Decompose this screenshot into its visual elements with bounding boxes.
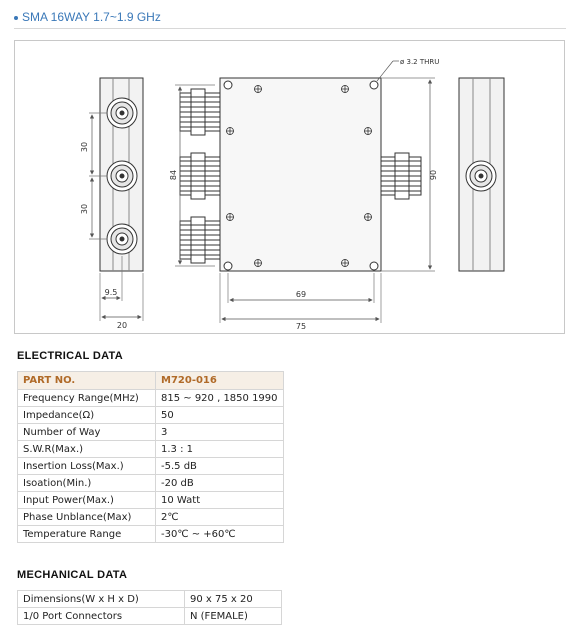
mechanical-data-table	[17, 590, 282, 625]
row-value: 1.3 : 1	[156, 441, 284, 458]
connector-front-3	[107, 224, 137, 254]
row-label: Temperature Range	[18, 526, 156, 543]
title-divider	[14, 28, 566, 29]
table-row	[18, 407, 284, 424]
page-title	[14, 10, 161, 24]
electrical-data-table	[17, 371, 284, 543]
bullet-icon	[14, 16, 18, 20]
row-value: 90 x 75 x 20	[185, 591, 282, 608]
dim-inner-width-label: 69	[295, 290, 307, 299]
row-value: 50	[156, 407, 284, 424]
side-view-left	[89, 78, 143, 321]
row-label: Frequency Range(MHz)	[18, 390, 156, 407]
row-label: Dimensions(W x H x D)	[18, 591, 185, 608]
row-label: 1/0 Port Connectors	[18, 608, 185, 625]
mount-hole	[370, 81, 378, 89]
dim-height-84-label: 84	[169, 169, 178, 181]
row-value: 815 ~ 920 , 1850 1990	[156, 390, 284, 407]
row-label: Impedance(Ω)	[18, 407, 156, 424]
row-label: Insertion Loss(Max.)	[18, 458, 156, 475]
table-row	[18, 608, 282, 625]
row-value: 2℃	[156, 509, 284, 526]
table-row	[18, 458, 284, 475]
dim-pitch-1-label: 30	[80, 141, 89, 153]
mechanical-data-heading: MECHANICAL DATA	[17, 569, 128, 581]
connector-side-1	[180, 89, 220, 135]
table-row	[18, 424, 284, 441]
row-value: 3	[156, 424, 284, 441]
connector-side-2	[180, 153, 220, 199]
table-row	[18, 475, 284, 492]
row-value: N (FEMALE)	[185, 608, 282, 625]
table-row	[18, 509, 284, 526]
row-label: Isoation(Min.)	[18, 475, 156, 492]
table-header-row	[18, 372, 284, 390]
row-label: Number of Way	[18, 424, 156, 441]
connector-side-3	[180, 217, 220, 263]
part-no-label: PART NO.	[18, 372, 156, 390]
table-row	[18, 492, 284, 509]
table-row	[18, 591, 282, 608]
connector-front-2	[107, 161, 137, 191]
row-label: Input Power(Max.)	[18, 492, 156, 509]
dim-side-width-label: 20	[116, 321, 128, 330]
dim-pitch-2-label: 30	[80, 203, 89, 215]
technical-drawing	[14, 40, 565, 334]
connector-side-output	[381, 153, 421, 199]
front-view	[175, 61, 435, 323]
row-label: Phase Unblance(Max)	[18, 509, 156, 526]
part-no-value: M720-016	[156, 372, 284, 390]
mount-hole	[224, 262, 232, 270]
row-value: -5.5 dB	[156, 458, 284, 475]
table-row	[18, 526, 284, 543]
hole-callout-label: ø 3.2 THRU	[400, 58, 440, 66]
drawing-svg	[15, 41, 566, 335]
page-title-text: SMA 16WAY 1.7~1.9 GHz	[22, 10, 161, 24]
row-value: -30℃ ~ +60℃	[156, 526, 284, 543]
mount-hole	[224, 81, 232, 89]
side-view-right	[459, 78, 504, 271]
dim-height-90-label: 90	[429, 169, 438, 181]
row-value: -20 dB	[156, 475, 284, 492]
dim-offset-label: 9.5	[104, 288, 118, 297]
row-label: S.W.R(Max.)	[18, 441, 156, 458]
dim-width-label: 75	[295, 322, 307, 331]
connector-front-1	[107, 98, 137, 128]
row-value: 10 Watt	[156, 492, 284, 509]
electrical-data-heading: ELECTRICAL DATA	[17, 350, 123, 362]
table-row	[18, 390, 284, 407]
connector-front-output	[466, 161, 496, 191]
mount-hole	[370, 262, 378, 270]
table-row	[18, 441, 284, 458]
